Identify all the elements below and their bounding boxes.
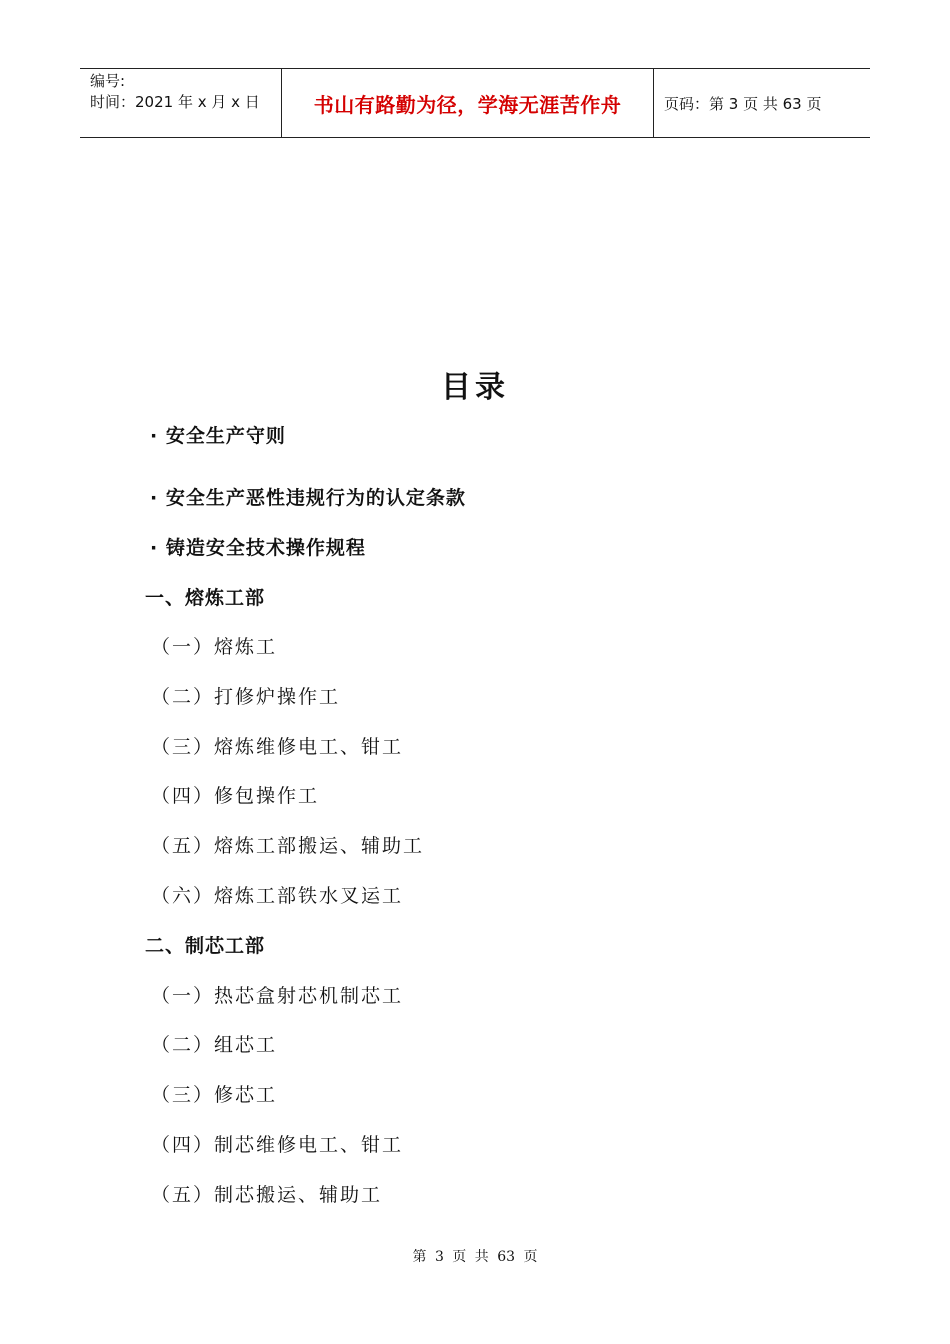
toc-sub-item: （二）打修炉操作工 bbox=[151, 686, 341, 708]
toc-sub-item: （四）修包操作工 bbox=[151, 785, 320, 807]
toc-sub-item: （四）制芯维修电工、钳工 bbox=[151, 1134, 404, 1156]
date-label: 时间：2021 年 x 月 x 日 bbox=[90, 93, 260, 111]
toc-sub-item: （一）热芯盒射芯机制芯工 bbox=[151, 985, 404, 1007]
toc-sub-item: （六）熔炼工部铁水叉运工 bbox=[151, 885, 404, 907]
header-motto: 书山有路勤为径，学海无涯苦作舟 bbox=[281, 69, 654, 137]
toc-section-title: 一、熔炼工部 bbox=[145, 587, 266, 609]
toc-bullet-item: · 安全生产守则 bbox=[150, 425, 286, 447]
toc-section-title: 二、制芯工部 bbox=[145, 935, 266, 957]
toc-bullet-item: · 铸造安全技术操作规程 bbox=[150, 537, 366, 559]
toc-bullet-item: · 安全生产恶性违规行为的认定条款 bbox=[150, 487, 466, 509]
toc-sub-item: （五）熔炼工部搬运、辅助工 bbox=[151, 835, 425, 857]
toc-sub-item: （一）熔炼工 bbox=[151, 636, 278, 658]
number-label: 编号: bbox=[90, 72, 126, 90]
toc-sub-item: （三）修芯工 bbox=[151, 1084, 278, 1106]
toc-title: 目录 bbox=[441, 370, 509, 405]
toc-sub-item: （五）制芯搬运、辅助工 bbox=[151, 1184, 383, 1206]
toc-sub-item: （三）熔炼维修电工、钳工 bbox=[151, 736, 404, 758]
header-meta bbox=[80, 69, 281, 137]
page-footer: 第 3 页 共 63 页 bbox=[412, 1249, 538, 1265]
header-page-label: 页码：第 3 页 共 63 页 bbox=[664, 94, 822, 113]
document-header bbox=[80, 68, 870, 138]
toc-sub-item: （二）组芯工 bbox=[151, 1034, 278, 1056]
